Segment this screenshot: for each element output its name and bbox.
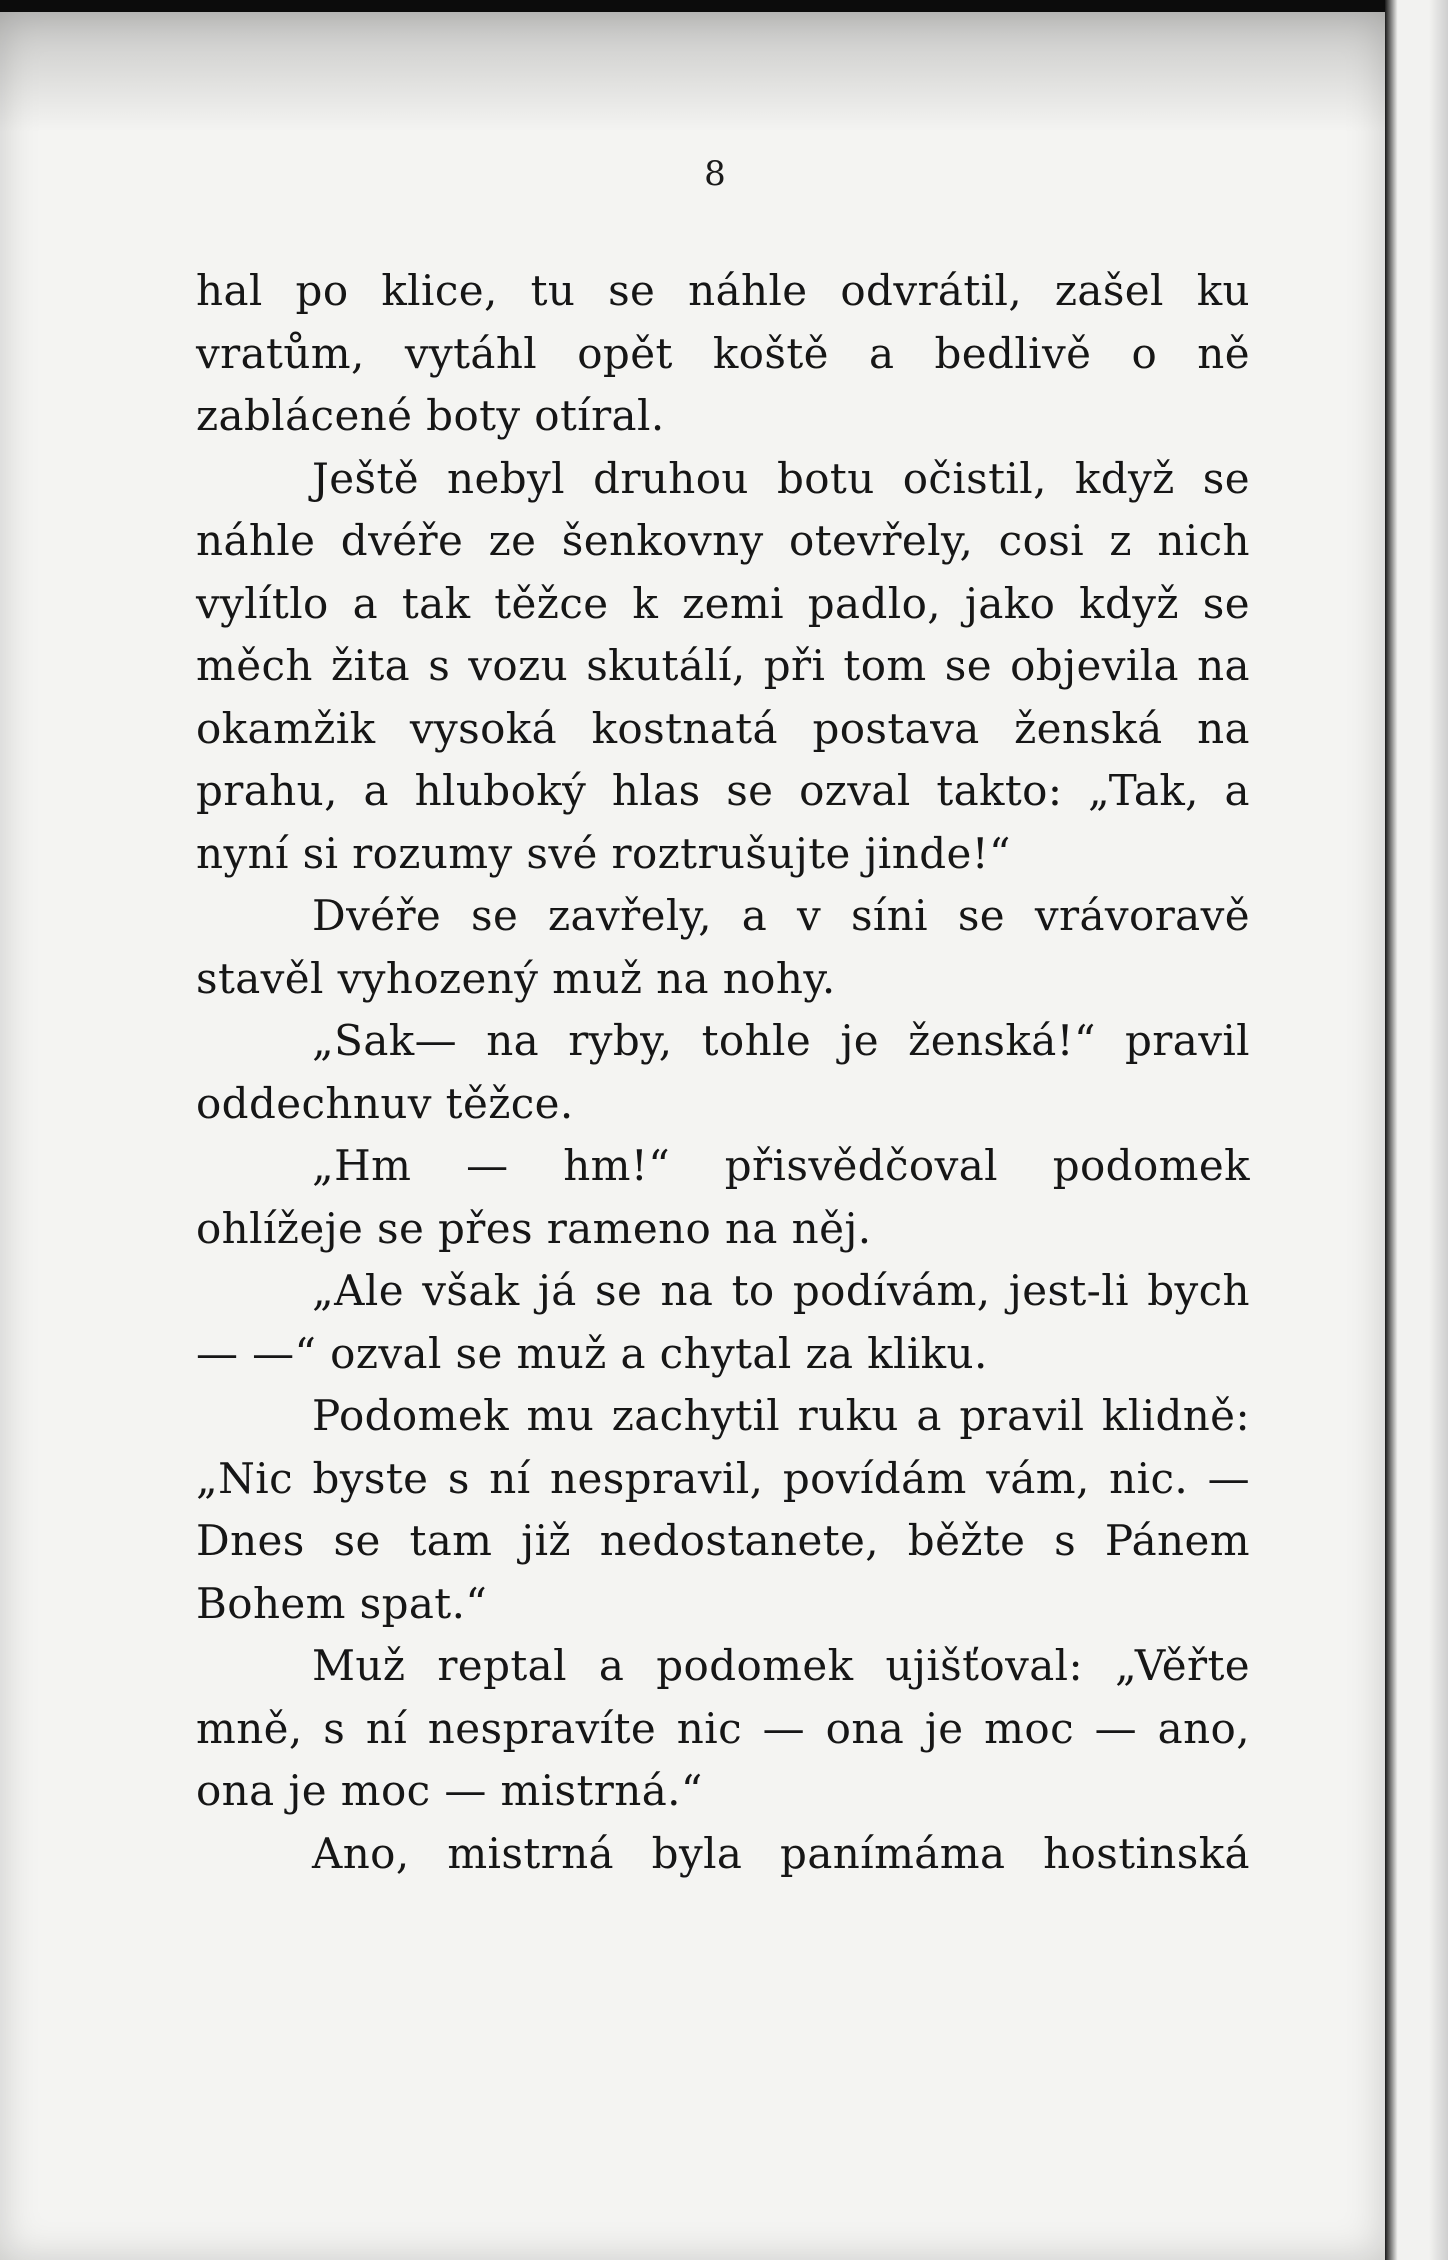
- paragraph: Ještě nebyl druhou botu očistil, když se náhle dvéře ze šenkovny otevřely, cosi z nich vylítlo a tak těžce k zemi padlo, jako když se měch žita s vozu skutálí, při tom se objevila na okamžik vysoká kostnatá postava ženská na prahu, a hluboký hlas se ozval takto: „Tak, a nyní si rozumy své roztrušujte jinde!“: [196, 453, 1250, 878]
- paragraph: Muž reptal a podomek ujišťoval: „Věřte mně, s ní nespravíte nic — ona je moc — ano, ona je moc — mistrná.“: [196, 1641, 1250, 1815]
- paragraph: „Hm — hm!“ přisvědčoval podomek ohlížeje se přes rameno na něj.: [196, 1141, 1250, 1253]
- paragraph: hal po klice, tu se náhle odvrátil, zašel ku vratům, vytáhl opět koště a bedlivě o ně zablácené boty otíral.: [196, 266, 1250, 440]
- paragraph: Podomek mu zachytil ruku a pravil klidně: „Nic byste s ní nespravil, povídám vám, nic. — Dnes se tam již nedostanete, běžte s Pánem Bohem spat.“: [196, 1391, 1250, 1628]
- paragraph: „Sak— na ryby, tohle je ženská!“ pravil oddechnuv těžce.: [196, 1016, 1250, 1128]
- page-edge: [1385, 0, 1448, 2260]
- page-number: 8: [704, 154, 726, 194]
- paragraph: Dvéře se zavřely, a v síni se vrávoravě stavěl vyhozený muž na nohy.: [196, 891, 1250, 1003]
- paragraph: „Ale však já se na to podívám, jest-li bych — —“ ozval se muž a chytal za kliku.: [196, 1266, 1250, 1378]
- body-text: [196, 260, 1250, 1885]
- paragraph: Ano, mistrná byla panímáma hostinská: [312, 1828, 1250, 1878]
- book-page: [0, 12, 1385, 2260]
